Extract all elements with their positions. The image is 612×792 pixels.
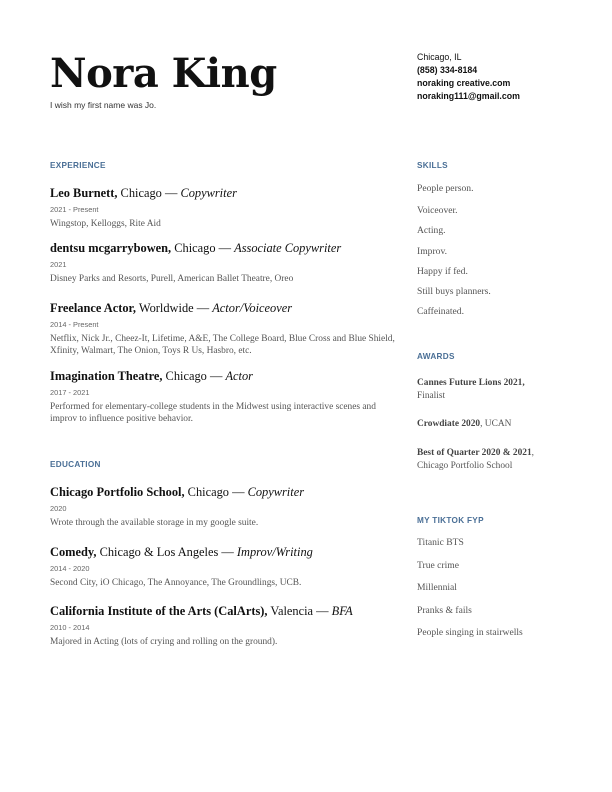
entry-org: Comedy, [50, 545, 97, 559]
experience-heading: EXPERIENCE [50, 161, 106, 170]
entry-role: Actor/Voiceover [212, 301, 293, 315]
entry-title [50, 369, 395, 384]
entry-dates: 2020 [50, 504, 67, 513]
award-title: Crowdiate 2020 [417, 419, 481, 429]
entry-title [50, 301, 395, 316]
entry-role: BFA [331, 604, 353, 618]
entry-location: Chicago — [171, 241, 235, 255]
tagline: I wish my first name was Jo. [50, 100, 157, 110]
entry-org: Imagination Theatre, [50, 369, 163, 383]
education-entry [50, 545, 395, 590]
contact-website: noraking creative.com [417, 78, 511, 88]
skill-item: Caffeinated. [417, 306, 464, 317]
entry-title [50, 485, 395, 500]
entry-dates: 2010 - 2014 [50, 623, 90, 632]
award-item [417, 447, 552, 472]
entry-dates: 2014 - Present [50, 320, 99, 329]
entry-dates: 2021 - Present [50, 205, 99, 214]
resume-name: Nora King [50, 50, 277, 97]
award-detail: , UCAN [480, 419, 512, 429]
entry-description: Performed for elementary-college students in the Midwest using interactive scenes and improv to influence positive behavior. [50, 402, 376, 424]
award-item [417, 377, 552, 402]
experience-entry [50, 301, 395, 357]
entry-role: Improv/Writing [236, 545, 313, 559]
entry-org: Leo Burnett, [50, 186, 118, 200]
skill-item: Acting. [417, 225, 446, 236]
contact-email: noraking111@gmail.com [417, 91, 520, 101]
award-title: Best of Quarter 2020 & 2021 [417, 448, 532, 458]
entry-role: Associate Copywriter [234, 241, 342, 255]
skill-item: Still buys planners. [417, 286, 491, 297]
entry-dates: 2021 [50, 260, 67, 269]
award-detail: Finalist [417, 390, 446, 401]
entry-location: Chicago — [184, 485, 248, 499]
entry-location: Worldwide — [136, 301, 213, 315]
awards-heading: AWARDS [417, 352, 455, 361]
award-title: Cannes Future Lions 2021, [417, 378, 525, 388]
experience-entry [50, 241, 395, 286]
entry-description: Majored in Acting (lots of crying and rolling on the ground). [50, 637, 278, 647]
entry-title [50, 545, 395, 560]
entry-dates: 2017 - 2021 [50, 388, 90, 397]
entry-role: Copywriter [180, 186, 237, 200]
entry-role: Actor [225, 369, 253, 383]
experience-entry [50, 369, 395, 425]
entry-title [50, 604, 395, 619]
entry-description: Disney Parks and Resorts, Purell, American Ballet Theatre, Oreo [50, 274, 294, 284]
entry-description: Wrote through the available storage in my google suite. [50, 518, 259, 528]
award-detail: , Chicago Portfolio School [417, 448, 534, 471]
contact-city: Chicago, IL [417, 52, 462, 62]
skill-item: Improv. [417, 246, 448, 257]
entry-title [50, 241, 395, 256]
skill-item: Happy if fed. [417, 266, 468, 277]
education-entry [50, 604, 395, 649]
tiktok-item: Titanic BTS [417, 537, 464, 548]
contact-phone: (858) 334-8184 [417, 65, 478, 75]
entry-description: Netflix, Nick Jr., Cheez-It, Lifetime, A&E, The College Board, Blue Cross and Blue Shield, Xfinity, Walmart, The Onion, Toys R Us, Hasbro, etc. [50, 334, 395, 356]
entry-description: Wingstop, Kelloggs, Rite Aid [50, 219, 161, 229]
tiktok-item: True crime [417, 560, 460, 571]
experience-entry [50, 186, 395, 231]
entry-location: Chicago & Los Angeles — [96, 545, 237, 559]
entry-org: Chicago Portfolio School, [50, 485, 185, 499]
award-item [417, 418, 552, 431]
skills-heading: SKILLS [417, 161, 448, 170]
entry-description: Second City, iO Chicago, The Annoyance, The Groundlings, UCB. [50, 578, 302, 588]
entry-org: dentsu mcgarrybowen, [50, 241, 172, 255]
tiktok-item: People singing in stairwells [417, 627, 523, 638]
contact-block [417, 51, 520, 103]
tiktok-heading: MY TIKTOK FYP [417, 516, 484, 525]
entry-title [50, 186, 395, 201]
entry-org: California Institute of the Arts (CalArts), [50, 604, 268, 618]
entry-location: Chicago — [117, 186, 181, 200]
tiktok-item: Pranks & fails [417, 605, 472, 616]
tiktok-item: Millennial [417, 582, 457, 593]
education-entry [50, 485, 395, 530]
entry-dates: 2014 - 2020 [50, 564, 90, 573]
skill-item: Voiceover. [417, 205, 458, 216]
skill-item: People person. [417, 183, 474, 194]
entry-role: Copywriter [247, 485, 305, 499]
education-heading: EDUCATION [50, 460, 101, 469]
entry-location: Valencia — [267, 604, 332, 618]
entry-org: Freelance Actor, [50, 301, 137, 315]
entry-location: Chicago — [162, 369, 226, 383]
